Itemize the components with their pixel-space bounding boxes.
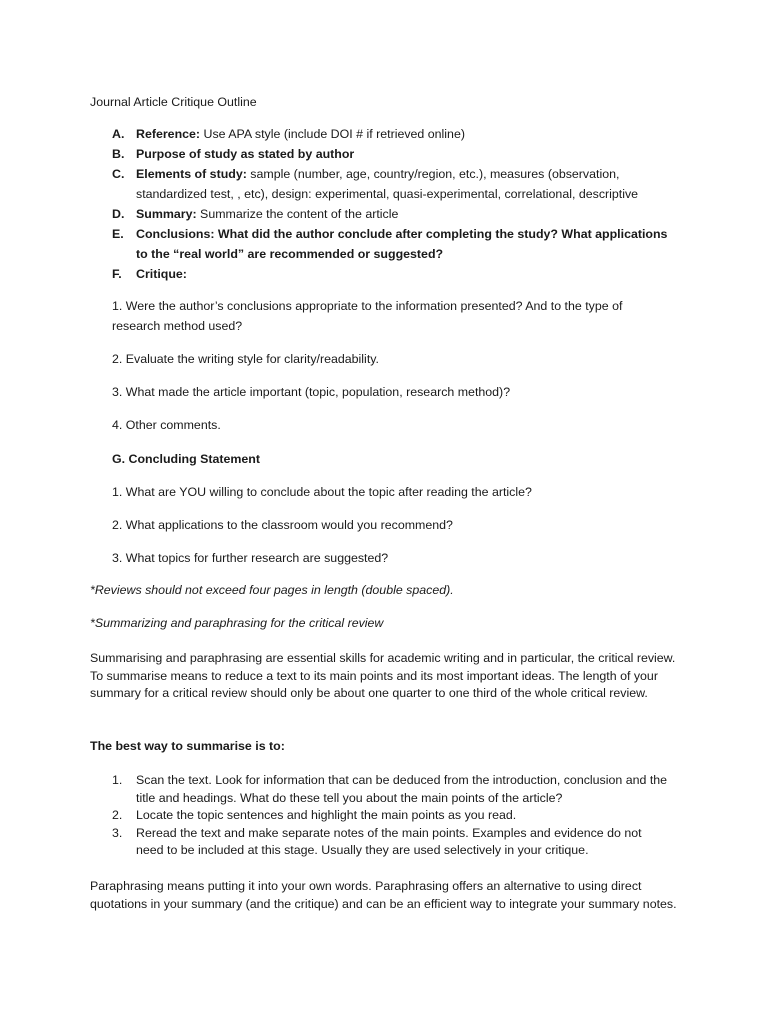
list-item xyxy=(112,807,672,825)
outline-item-a xyxy=(112,124,672,144)
best-way-heading: The best way to summarise is to: xyxy=(90,739,285,753)
outline-label: Critique: xyxy=(136,267,187,281)
critique-question-1: 1. Were the author’s conclusions appropriate to the information presented? And to the type of research method used? xyxy=(112,299,623,333)
critique-question-4: 4. Other comments. xyxy=(112,418,221,432)
outline-text: Use APA style (include DOI # if retrieved online) xyxy=(200,127,465,141)
outline-item-e xyxy=(112,224,672,264)
summarise-steps-list xyxy=(112,772,672,860)
list-item xyxy=(112,825,672,860)
step-number: 2. xyxy=(112,808,123,822)
concluding-question-3: 3. What topics for further research are suggested? xyxy=(112,551,389,565)
outline-letter: A. xyxy=(112,127,125,141)
outline-label: Summary: xyxy=(136,207,197,221)
outline-label: Conclusions: xyxy=(136,227,215,241)
summarizing-note: *Summarizing and paraphrasing for the critical review xyxy=(90,616,384,630)
outline-label: Reference: xyxy=(136,127,201,141)
outline-list xyxy=(112,124,672,284)
outline-letter: F. xyxy=(112,267,122,281)
outline-text: as stated by author xyxy=(237,147,355,161)
step-number: 1. xyxy=(112,773,123,787)
outline-item-c xyxy=(112,164,672,204)
outline-letter: E. xyxy=(112,227,124,241)
critique-question-3: 3. What made the article important (topic, population, research method)? xyxy=(112,385,511,399)
concluding-question-2: 2. What applications to the classroom would you recommend? xyxy=(112,518,453,532)
outline-text: Summarize the content of the article xyxy=(196,207,399,221)
paraphrase-paragraph: Paraphrasing means putting it into your own words. Paraphrasing offers an alternative to using direct quotations in your summary (and the critique) and can be an efficient way to integrate your summary notes. xyxy=(90,879,677,911)
outline-text: What did the author conclude after completing the study? What applications to the “real world” are recommended or suggested? xyxy=(136,227,668,261)
outline-letter: B. xyxy=(112,147,125,161)
outline-text: sample (number, age, country/region, etc.), measures (observation, standardized test, , etc), design: experimental, quasi-experimental, correlational, descriptive xyxy=(136,167,639,201)
step-text: Locate the topic sentences and highlight the main points as you read. xyxy=(136,808,517,822)
outline-item-b xyxy=(112,144,672,164)
step-text: Reread the text and make separate notes of the main points. Examples and evidence do not need to be included at this stage. Usually they are used selectively in your critique. xyxy=(136,825,642,857)
concluding-heading: G. Concluding Statement xyxy=(112,452,261,466)
concluding-question-1: 1. What are YOU willing to conclude about the topic after reading the article? xyxy=(112,485,532,499)
outline-letter: C. xyxy=(112,167,125,181)
outline-item-d xyxy=(112,204,672,224)
critique-question-2: 2. Evaluate the writing style for clarity/readability. xyxy=(112,352,379,366)
outline-item-f xyxy=(112,264,672,284)
document-title: Journal Article Critique Outline xyxy=(90,95,257,109)
step-number: 3. xyxy=(112,825,123,840)
outline-label: Elements of study: xyxy=(136,167,247,181)
list-item xyxy=(112,772,672,807)
step-text: Scan the text. Look for information that can be deduced from the introduction, conclusion and the title and headings. What do these tell you about the main points of the article? xyxy=(136,773,668,805)
length-note: *Reviews should not exceed four pages in length (double spaced). xyxy=(90,583,454,597)
summary-paragraph: Summarising and paraphrasing are essential skills for academic writing and in particular, the critical review. To summarise means to reduce a text to its main points and its most important ideas. The length of your summary for a critical review should only be about one quarter to one third of the whole critical review. xyxy=(90,651,676,700)
outline-label: Purpose of study xyxy=(136,147,238,161)
outline-letter: D. xyxy=(112,207,125,221)
